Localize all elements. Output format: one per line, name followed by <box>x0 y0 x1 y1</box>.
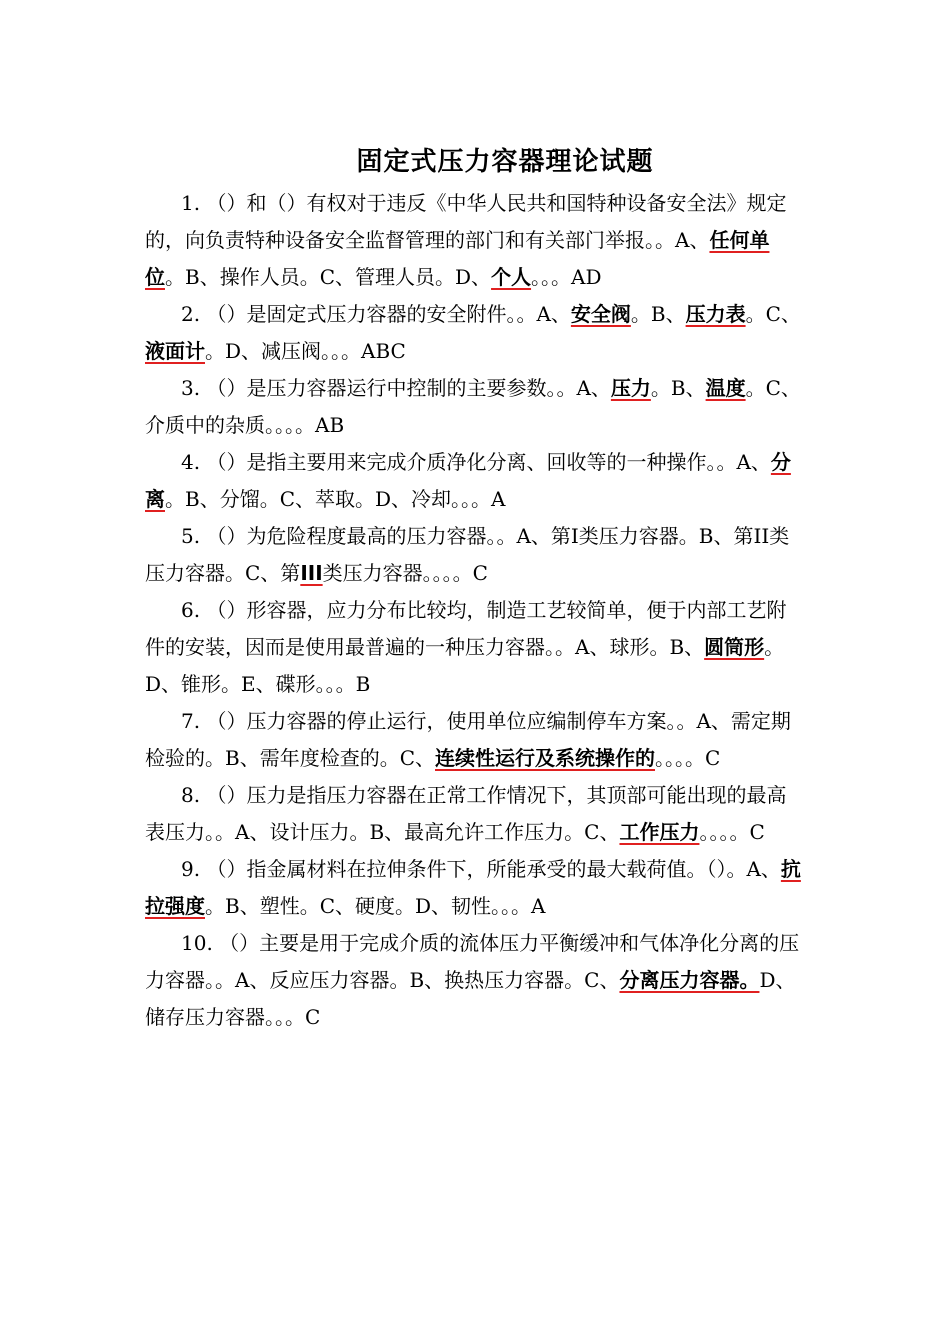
question-text: 6. （）形容器，应力分布比较均，制造工艺较简单，便于内部工艺附件的安装，因而是使用最普遍的一种压力容器。。A、球形。B、 <box>145 598 787 659</box>
question-item <box>145 444 805 518</box>
question-text: 。B、塑性。C、硬度。D、韧性。。。A <box>205 894 546 918</box>
question-text: 10. （）主要是用于完成介质的流体压力平衡缓冲和气体净化分离的压力容器。。A、反应压力容器。B、换热压力容器。C、 <box>145 931 800 992</box>
question-text: 。。。AD <box>531 265 602 289</box>
question-text: 。B、操作人员。C、管理人员。D、 <box>165 265 492 289</box>
question-text: 类压力容器。。。。C <box>322 561 488 585</box>
answer-highlight: 抗拉强度 <box>145 857 801 918</box>
answer-highlight: 个人 <box>491 265 532 289</box>
question-text: 2. （）是固定式压力容器的安全附件。。A、 <box>181 302 571 326</box>
question-list <box>145 185 805 1036</box>
answer-highlight: 液面计 <box>145 339 205 363</box>
question-text: 8. （）压力是指压力容器在正常工作情况下，其顶部可能出现的最高表压力。。A、设计压力。B、最高允许工作压力。C、 <box>145 783 787 844</box>
document-title: 固定式压力容器理论试题 <box>356 147 654 177</box>
answer-highlight: 压力 <box>610 376 651 400</box>
answer-highlight: 分离压力容器。 <box>619 968 760 992</box>
question-item <box>145 592 805 703</box>
question-text: 。B、 <box>650 376 706 400</box>
question-text: 9. （）指金属材料在拉伸条件下，所能承受的最大载荷值。（）。A、 <box>181 857 781 881</box>
question-item <box>145 851 805 925</box>
question-text: 1. （）和（）有权对于违反《中华人民共和国特种设备安全法》规定的，向负责特种设备安全监督管理的部门和有关部门举报。。A、 <box>145 191 787 252</box>
question-text: 7. （）压力容器的停止运行，使用单位应编制停车方案。。A、需定期检验的。B、需年度检查的。C、 <box>145 709 791 770</box>
answer-highlight: 连续性运行及系统操作的 <box>435 746 655 770</box>
question-text: 。。。。C <box>699 820 765 844</box>
answer-highlight: 工作压力 <box>619 820 700 844</box>
question-text: 4. （）是指主要用来完成介质净化分离、回收等的一种操作。。A、 <box>181 450 771 474</box>
question-text: D、储存压力容器。。。C <box>145 968 796 1029</box>
question-item <box>145 703 805 777</box>
question-text: 3. （）是压力容器运行中控制的主要参数。。A、 <box>181 376 611 400</box>
question-text: 。D、锥形。E、碟形。。。B <box>145 635 785 696</box>
question-item <box>145 518 805 592</box>
question-text: 。B、 <box>630 302 686 326</box>
question-text: 。D、减压阀。。。ABC <box>205 339 406 363</box>
answer-highlight: 压力表 <box>685 302 746 326</box>
question-item <box>145 185 805 296</box>
answer-highlight: 安全阀 <box>570 302 631 326</box>
question-item <box>145 925 805 1036</box>
answer-highlight: III <box>300 561 323 585</box>
answer-highlight: 分离 <box>145 450 791 511</box>
question-item <box>145 296 805 370</box>
question-text: 。C、 <box>745 302 801 326</box>
question-item <box>145 777 805 851</box>
question-text: 。。。。C <box>655 746 721 770</box>
answer-highlight: 任何单位 <box>145 228 770 289</box>
answer-highlight: 温度 <box>705 376 746 400</box>
question-text: 。B、分馏。C、萃取。D、冷却。。。A <box>165 487 506 511</box>
answer-highlight: 圆筒形 <box>704 635 765 659</box>
question-text: 5. （）为危险程度最高的压力容器。。A、第I类压力容器。B、第II类压力容器。C、第 <box>145 524 790 585</box>
question-item <box>145 370 805 444</box>
question-text: 。C、介质中的杂质。。。。AB <box>145 376 801 437</box>
